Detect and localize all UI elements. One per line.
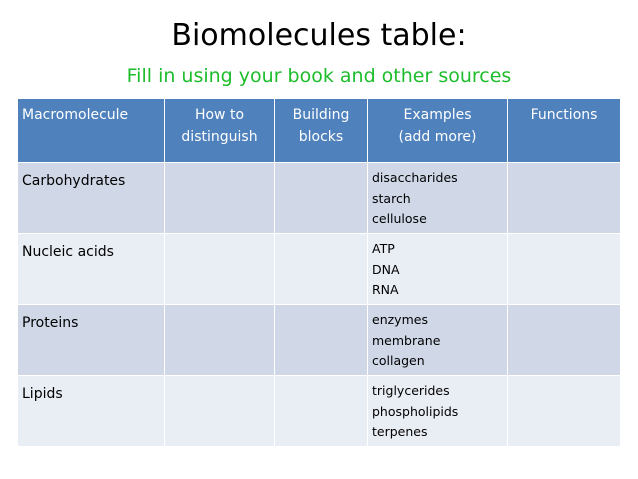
- header-building-blocks-line1: Building: [292, 107, 350, 123]
- header-building-blocks-line2: blocks: [298, 129, 344, 145]
- macromolecule-label: Carbohydrates: [22, 173, 126, 189]
- biomolecules-table: [17, 98, 621, 447]
- cell-how-to-distinguish[interactable]: [165, 163, 275, 234]
- cell-examples[interactable]: [368, 376, 508, 447]
- example-item: collagen: [372, 353, 425, 368]
- example-item: DNA: [372, 261, 400, 277]
- example-item: phospholipids: [372, 403, 459, 419]
- examples-list: [368, 376, 507, 443]
- cell-examples[interactable]: [368, 234, 508, 305]
- cell-building-blocks[interactable]: [275, 376, 368, 447]
- header-how-to-distinguish-line1: How to: [194, 107, 245, 123]
- page-title: Biomolecules table:: [171, 18, 467, 53]
- example-item: RNA: [372, 282, 399, 297]
- cell-functions[interactable]: [508, 234, 621, 305]
- example-item: cellulose: [372, 211, 427, 226]
- cell-functions[interactable]: [508, 376, 621, 447]
- cell-macromolecule: [18, 234, 165, 305]
- header-how-to-distinguish: [165, 99, 275, 163]
- example-item: terpenes: [372, 424, 428, 439]
- table-row-lipids: [18, 376, 621, 447]
- cell-building-blocks[interactable]: [275, 305, 368, 376]
- cell-building-blocks[interactable]: [275, 163, 368, 234]
- page-subtitle: Fill in using your book and other sources: [126, 65, 512, 87]
- header-examples: [368, 99, 508, 163]
- example-item: starch: [372, 190, 411, 206]
- cell-how-to-distinguish[interactable]: [165, 305, 275, 376]
- header-macromolecule-label: Macromolecule: [22, 107, 129, 123]
- example-item: enzymes: [372, 312, 428, 327]
- example-item: disaccharides: [372, 170, 458, 185]
- cell-macromolecule: [18, 376, 165, 447]
- cell-functions[interactable]: [508, 305, 621, 376]
- table-row-nucleic-acids: [18, 234, 621, 305]
- table-row-carbohydrates: [18, 163, 621, 234]
- examples-list: [368, 305, 507, 372]
- examples-list: [368, 163, 507, 230]
- cell-macromolecule: [18, 163, 165, 234]
- cell-functions[interactable]: [508, 163, 621, 234]
- examples-list: [368, 234, 507, 301]
- header-how-to-distinguish-line2: distinguish: [181, 129, 258, 145]
- cell-macromolecule: [18, 305, 165, 376]
- example-item: membrane: [372, 332, 441, 348]
- example-item: ATP: [372, 241, 395, 256]
- cell-examples[interactable]: [368, 163, 508, 234]
- macromolecule-label: Proteins: [22, 315, 79, 331]
- macromolecule-label: Lipids: [22, 386, 63, 402]
- cell-how-to-distinguish[interactable]: [165, 234, 275, 305]
- header-functions: [508, 99, 621, 163]
- header-building-blocks: [275, 99, 368, 163]
- macromolecule-label: Nucleic acids: [22, 244, 114, 260]
- table-header-row: [18, 99, 621, 163]
- table-row-proteins: [18, 305, 621, 376]
- cell-building-blocks[interactable]: [275, 234, 368, 305]
- header-examples-line1: Examples: [403, 107, 472, 123]
- cell-examples[interactable]: [368, 305, 508, 376]
- header-macromolecule: [18, 99, 165, 163]
- example-item: triglycerides: [372, 383, 450, 398]
- cell-how-to-distinguish[interactable]: [165, 376, 275, 447]
- header-functions-label: Functions: [530, 107, 598, 123]
- header-examples-line2: (add more): [398, 129, 477, 145]
